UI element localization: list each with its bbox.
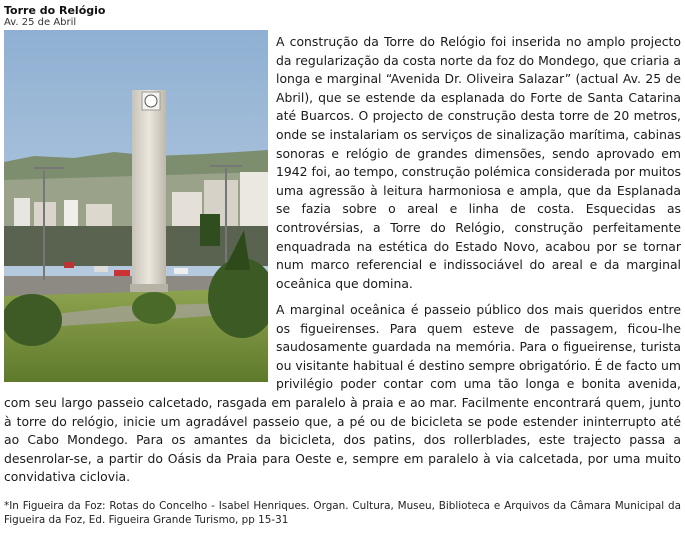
article-title: Torre do Relógio — [4, 4, 106, 17]
article-paragraph-2: A marginal oceânica é passeio público dos mais queridos entre os figueirenses. Para quem esteve de passagem, ficou-lhe saudosamente guardada na memória. Para o figueirense, turista ou visitante habitual é destino sempre obrigatório. É de facto um privilégio poder contar com uma tão longa e bonita avenida, com seu largo passeio calcetado, rasgada em paralelo à praia e ao mar. Facilmente encontrará quem, junto à torre do relógio, inicie um agradável passeio que, a pé ou de bicicleta se pode estender ininterrupto até ao Cabo Mondego. Para os amantes da bicicleta, dos patins, dos rollerblades, este trajecto passa a desenrolar-se, a partir do Oásis da Praia para Oeste e, sempre em paralelo à via calcetada, por uma muito convidativa ciclovia. — [4, 302, 681, 485]
article-footnote: *In Figueira da Foz: Rotas do Concelho - Isabel Henriques. Organ. Cultura, Museu, Biblioteca e Arquivos da Câmara Municipal da Figueira da Foz, Ed. Figueira Grande Turismo, pp 15-31 — [4, 500, 681, 526]
article-paragraph-1: A construção da Torre do Relógio foi inserida no amplo projecto da regularização da costa norte da foz do Mondego, que criaria a longa e marginal “Avenida Dr. Oliveira Salazar” (actual Av. 25 de Abril), que se estende da esplanada do Forte de Santa Catarina até Buarcos. O projecto de construção desta torre de 20 metros, onde se instalariam os serviços de sinalização marítima, cabinas sonoras e relógio de grandes dimensões, sendo aprovado em 1942 foi, ao tempo, construção polémica considerada por muitos uma agressão à leitura harmoniosa e ampla, que da Esplanada se fazia sobre o areal e linha de costa. Esquecidas as controvérsias, a Torre do Relógio, construção perfeitamente enquadrada na estética do Estado Novo, acabou por se tornar num marco referencial e indissociável do areal e da marginal oceânica que domina. — [276, 34, 681, 291]
article-header — [4, 4, 105, 29]
article-subtitle: Av. 25 de Abril — [4, 17, 77, 28]
